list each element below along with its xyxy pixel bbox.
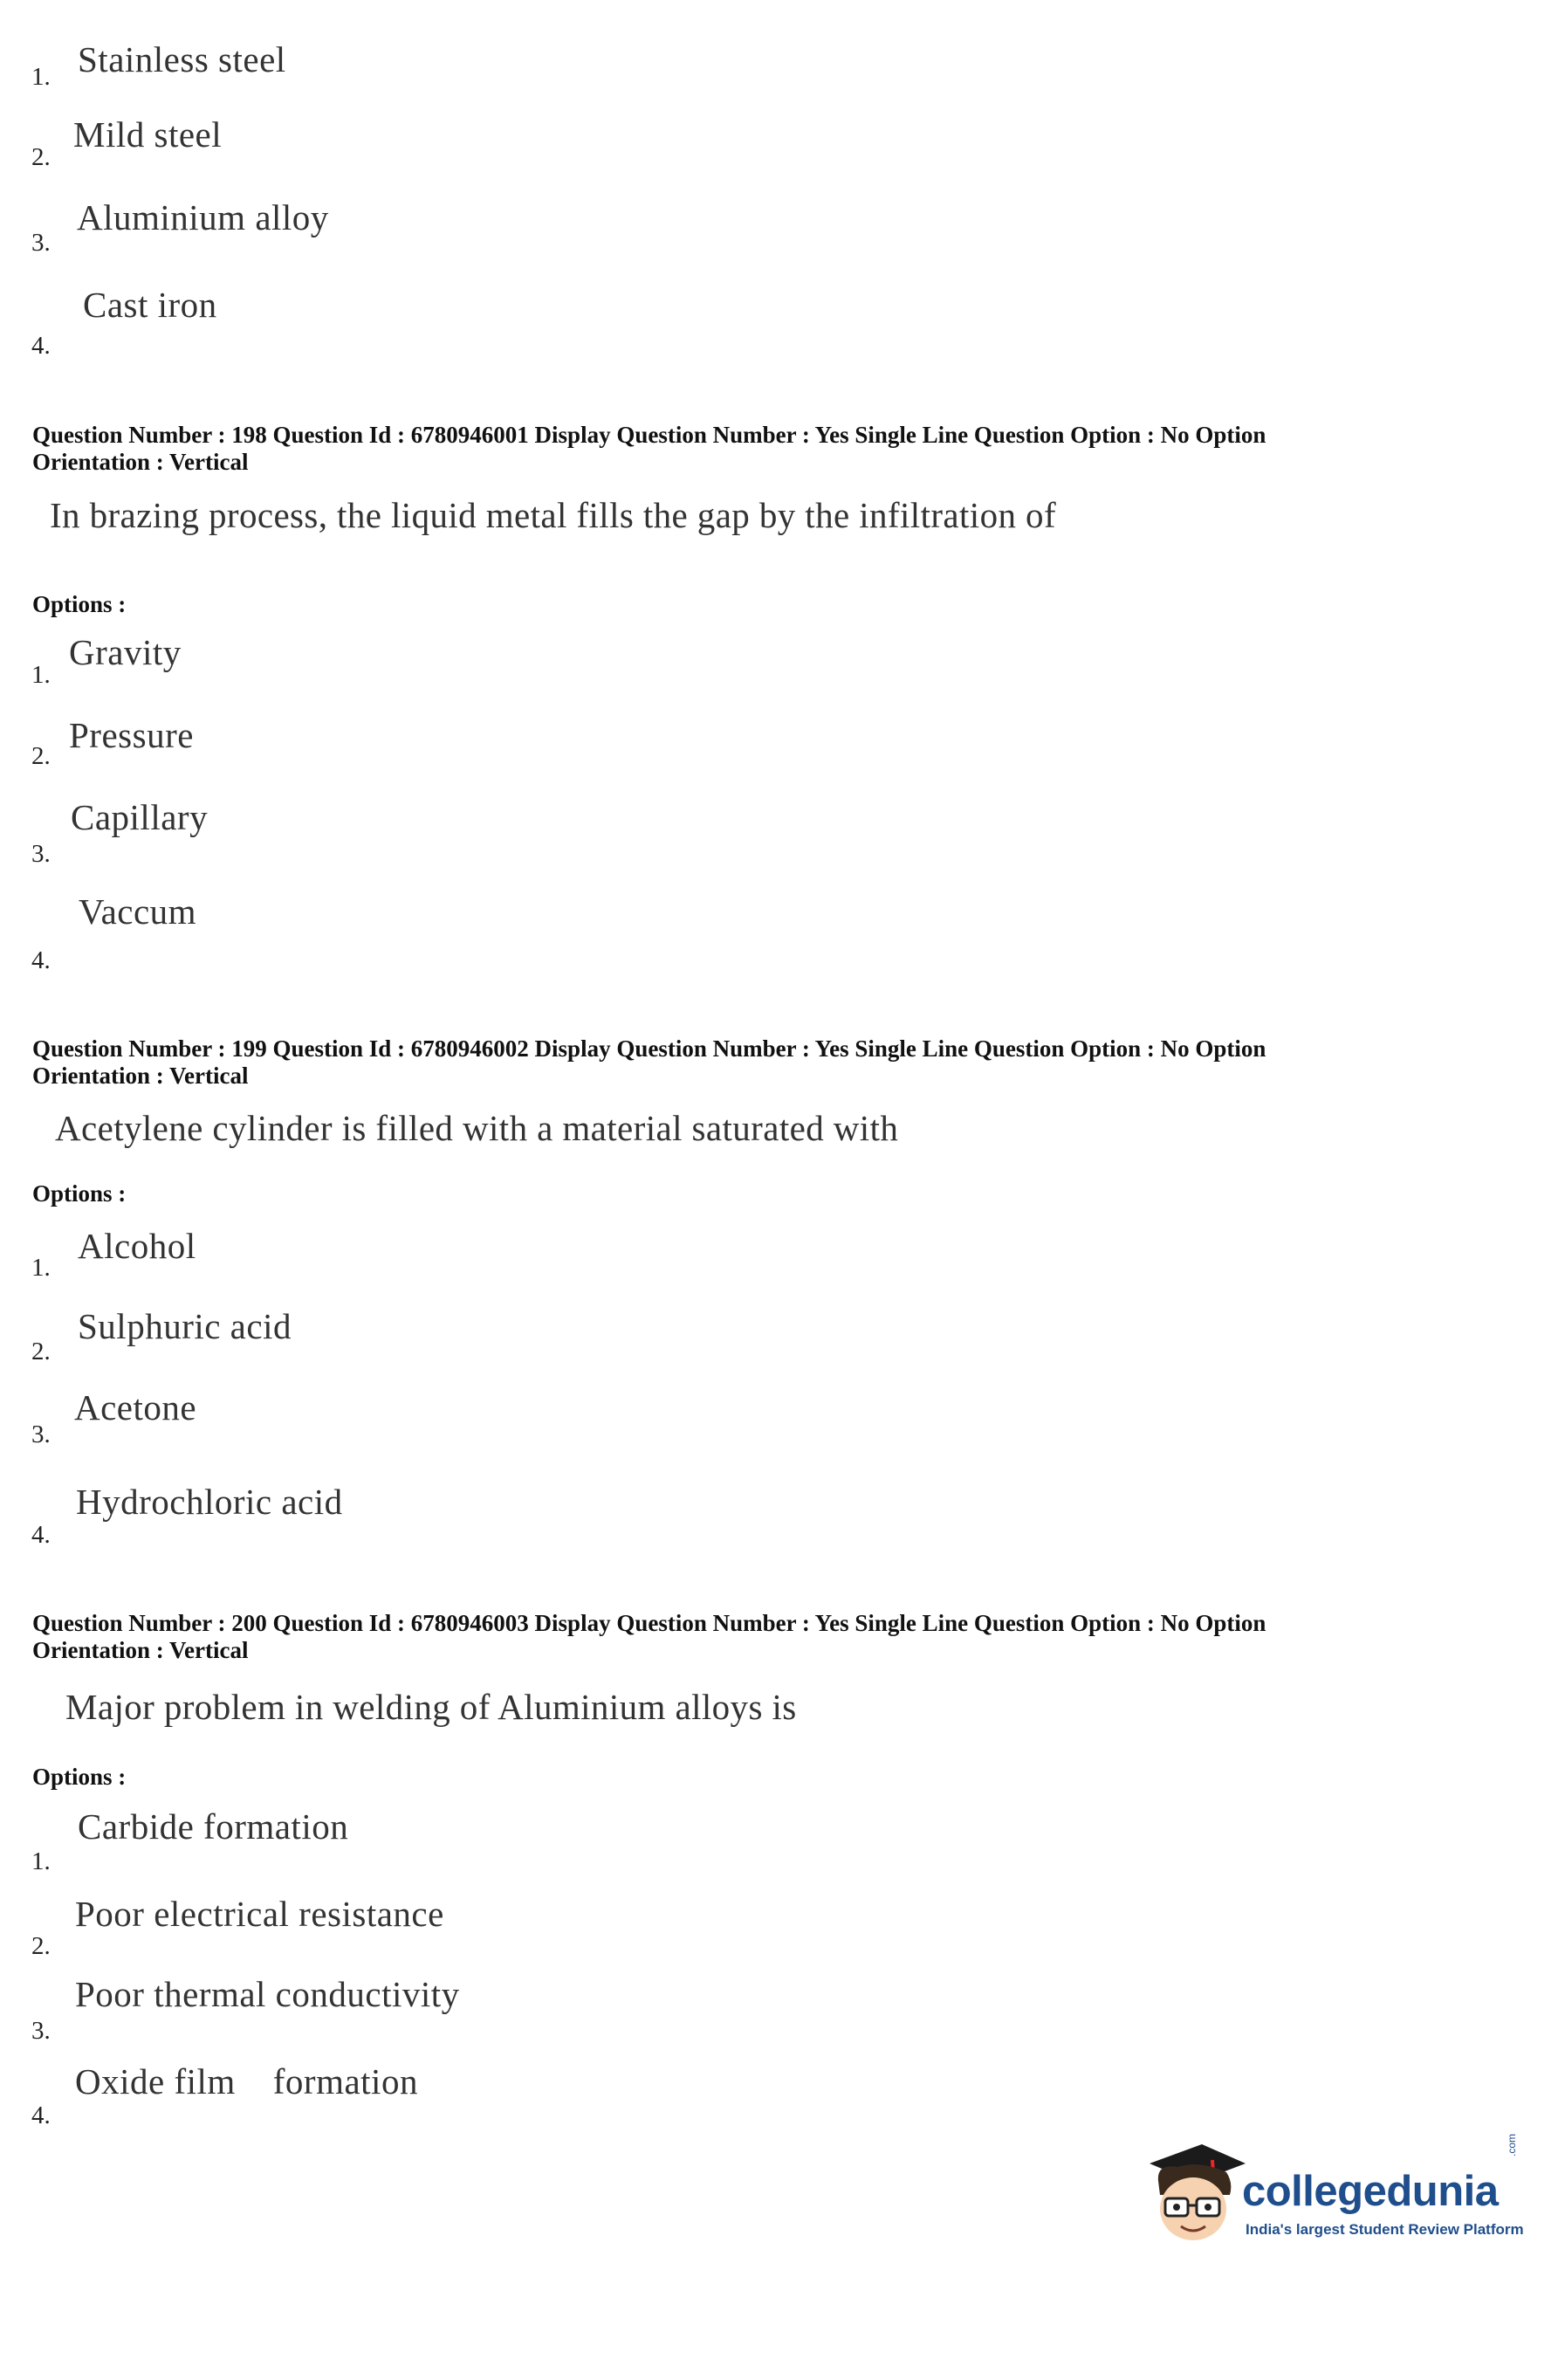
option-number: 4. <box>31 946 51 974</box>
option-number: 2. <box>31 742 51 770</box>
option-number: 1. <box>31 1254 51 1282</box>
collegedunia-logo <box>1139 2133 1524 2251</box>
question-meta: Question Number : 200 Question Id : 6780946003 Display Question Number : Yes Single Line Question Option : No Option Orientation : Vertical <box>32 1610 1266 1663</box>
option-text: Aluminium alloy <box>77 197 329 237</box>
option-text: Stainless steel <box>78 39 286 79</box>
option-text: Poor electrical resistance <box>75 1894 444 1934</box>
option-text: Sulphuric acid <box>78 1306 292 1346</box>
option-number: 4. <box>31 332 51 360</box>
option-text: Pressure <box>69 715 194 755</box>
option-number: 2. <box>31 1338 51 1365</box>
options-label: Options : <box>32 1764 127 1790</box>
option-text: Mild steel <box>73 114 223 155</box>
option-number: 4. <box>31 2101 51 2129</box>
mascot-icon <box>1139 2137 1253 2251</box>
option-number: 3. <box>31 229 51 257</box>
option-number: 1. <box>31 661 51 689</box>
option-text: Cast iron <box>83 285 217 325</box>
question-stem: In brazing process, the liquid metal fills the gap by the infiltration of <box>50 495 1056 535</box>
question-meta: Question Number : 199 Question Id : 6780946002 Display Question Number : Yes Single Line Question Option : No Option Orientation : Vertical <box>32 1035 1266 1089</box>
option-text: Alcohol <box>78 1226 196 1266</box>
option-text: Hydrochloric acid <box>76 1482 343 1522</box>
option-text: Gravity <box>69 632 182 672</box>
option-number: 2. <box>31 143 51 171</box>
brand-suffix: .com <box>1506 2133 1518 2156</box>
option-number: 3. <box>31 1420 51 1448</box>
option-text: Poor thermal conductivity <box>75 1974 460 2014</box>
option-text: Carbide formation <box>78 1806 349 1847</box>
option-number: 3. <box>31 2017 51 2045</box>
option-text: Acetone <box>74 1387 197 1427</box>
question-stem: Acetylene cylinder is filled with a material saturated with <box>55 1108 899 1148</box>
option-number: 4. <box>31 1521 51 1549</box>
brand-name: collegedunia <box>1242 2168 1499 2215</box>
option-number: 3. <box>31 840 51 868</box>
option-number: 1. <box>31 1847 51 1875</box>
option-text: Vaccum <box>79 891 197 932</box>
options-label: Options : <box>32 1180 127 1207</box>
question-meta: Question Number : 198 Question Id : 6780946001 Display Question Number : Yes Single Line Question Option : No Option Orientation : Vertical <box>32 422 1266 475</box>
options-label: Options : <box>32 591 127 617</box>
option-text: Oxide film formation <box>75 2061 418 2101</box>
brand-tagline: India's largest Student Review Platform <box>1246 2221 1524 2238</box>
option-number: 1. <box>31 63 51 91</box>
option-text: Capillary <box>71 797 209 837</box>
option-number: 2. <box>31 1932 51 1960</box>
question-stem: Major problem in welding of Aluminium alloys is <box>65 1687 797 1727</box>
